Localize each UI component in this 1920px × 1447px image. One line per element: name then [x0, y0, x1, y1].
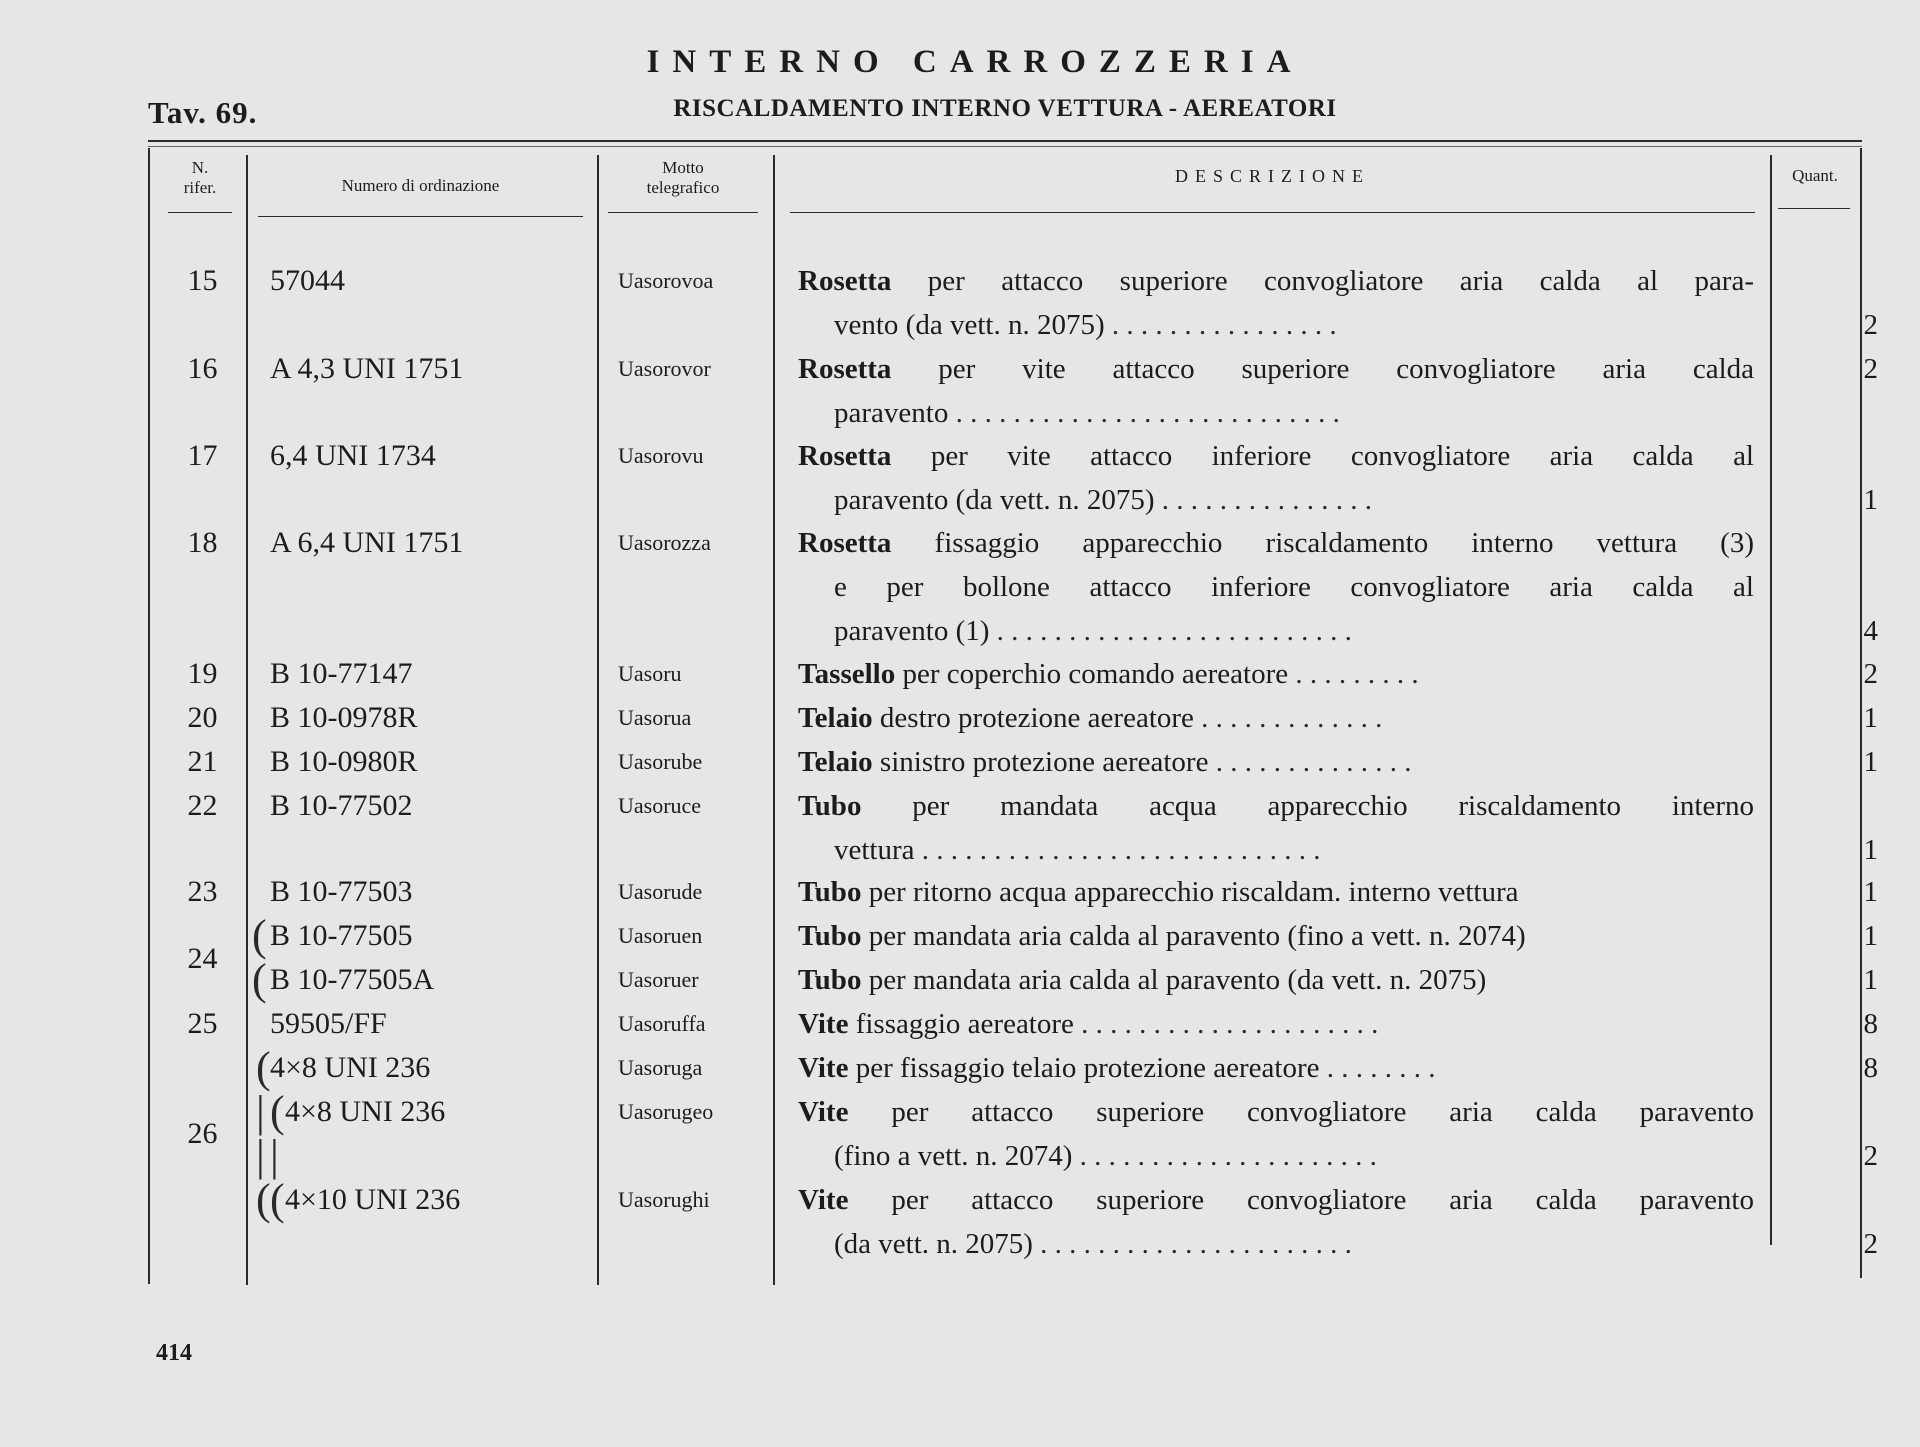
description-line	[798, 303, 1754, 347]
part-name: Tubo	[798, 876, 862, 908]
row-number: 19	[187, 657, 218, 690]
part-name: Tubo	[798, 964, 862, 996]
description-line	[798, 1222, 1754, 1266]
row-number: 16	[187, 352, 218, 385]
description-text: per mandata aria calda al paravento (fino a vett. n. 2074)	[861, 920, 1526, 952]
description-text: per vite attacco superiore convogliatore aria calda	[891, 353, 1754, 385]
telegraphic-code: Uasoruer	[618, 967, 699, 992]
column-rule-desc	[1770, 155, 1772, 1245]
leader-dots: . . . . . . . . .	[1295, 658, 1419, 690]
description	[798, 1090, 1754, 1178]
description-text: paravento (da vett. n. 2075)	[834, 484, 1155, 516]
description-text: per fissaggio telaio protezione aereatore	[848, 1052, 1320, 1084]
telegraphic-code: Uasorovoa	[618, 268, 714, 293]
telegraphic-code: Uasorozza	[618, 530, 711, 555]
part-name: Tassello	[798, 658, 896, 690]
description-text: fissaggio aereatore	[848, 1008, 1074, 1040]
description-line	[798, 870, 1754, 914]
order-number: B 10-77502	[270, 789, 413, 822]
quantity: 2	[1863, 1140, 1878, 1172]
part-name: Rosetta	[798, 440, 892, 472]
part-name: Tubo	[798, 920, 862, 952]
description-line	[798, 914, 1754, 958]
telegraphic-code: Uasorube	[618, 749, 703, 774]
part-name: Telaio	[798, 702, 873, 734]
row-number-group: 26	[187, 1117, 218, 1150]
telegraphic-code: Uasorovor	[618, 356, 711, 381]
quantity: 4	[1863, 615, 1878, 647]
description-line	[798, 478, 1754, 522]
part-name: Vite	[798, 1008, 849, 1040]
header-underline-num	[168, 212, 232, 213]
column-rule-motto	[773, 155, 775, 1285]
row-number: 17	[187, 439, 218, 472]
leader-dots: . . . . . . . .	[1326, 1052, 1436, 1084]
telegraphic-code: Uasorughi	[618, 1187, 710, 1212]
column-header-quant: Quant.	[1792, 166, 1838, 185]
column-rule-ord	[597, 155, 599, 1285]
description-text: per coperchio comando aereatore	[895, 658, 1289, 690]
description-line	[798, 1002, 1754, 1046]
description-line	[798, 1046, 1754, 1090]
description-text: destro protezione aereatore	[872, 702, 1194, 734]
description-text: (da vett. n. 2075)	[834, 1228, 1033, 1260]
group-brace: |	[256, 1131, 265, 1180]
telegraphic-code: Uasorugeo	[618, 1099, 714, 1124]
description	[798, 696, 1754, 740]
description	[798, 958, 1754, 1002]
description-line	[798, 391, 1754, 435]
description-line	[798, 828, 1754, 872]
leader-dots: . . . . . . . . . . . . . . .	[1161, 484, 1373, 516]
description-text: per attacco superiore convogliatore aria calda paravento	[848, 1184, 1754, 1216]
column-header-motto-line1: Motto	[662, 158, 704, 177]
part-name: Tubo	[798, 790, 862, 822]
description	[798, 870, 1754, 914]
quantity: 2	[1863, 353, 1878, 385]
description-line	[798, 740, 1754, 784]
description-text: paravento (1)	[834, 615, 990, 647]
sub-brace: (	[270, 1175, 285, 1224]
order-number: B 10-77503	[270, 875, 413, 908]
description-line	[798, 521, 1754, 565]
table-number: Tav. 69.	[148, 95, 258, 130]
header-underline-motto	[608, 212, 758, 213]
leader-dots: . . . . . . . . . . . . . . . . . . . . . . . . . . .	[955, 397, 1340, 429]
order-number: B 10-77147	[270, 657, 413, 690]
leader-dots: . . . . . . . . . . . . .	[1201, 702, 1383, 734]
quantity: 1	[1863, 702, 1878, 734]
order-number: 57044	[270, 264, 345, 297]
description-text: per mandata acqua apparecchio riscaldamento interno	[861, 790, 1754, 822]
order-number: 6,4 UNI 1734	[270, 439, 436, 472]
group-brace: (	[252, 911, 267, 960]
order-number: 4×10 UNI 236	[285, 1183, 461, 1216]
part-name: Rosetta	[798, 265, 892, 297]
description-line	[798, 784, 1754, 828]
part-name: Vite	[798, 1052, 849, 1084]
description-text: vento (da vett. n. 2075)	[834, 309, 1105, 341]
quantity: 8	[1863, 1008, 1878, 1040]
order-number: A 6,4 UNI 1751	[270, 526, 464, 559]
top-rule-thin	[148, 146, 1862, 147]
telegraphic-code: Uasorovu	[618, 443, 704, 468]
leader-dots: . . . . . . . . . . . . . . . . . . . . . . . . . . . .	[921, 834, 1321, 866]
quantity: 2	[1863, 658, 1878, 690]
quantity: 1	[1863, 484, 1878, 516]
description-line	[798, 565, 1754, 609]
column-header-num-line2: rifer.	[183, 178, 217, 197]
description-text: sinistro protezione aereatore	[872, 746, 1209, 778]
description-text: fissaggio apparecchio riscaldamento interno vettura (3)	[891, 527, 1754, 559]
quantity: 8	[1863, 1052, 1878, 1084]
telegraphic-code: Uasoruen	[618, 923, 703, 948]
telegraphic-code: Uasorude	[618, 879, 703, 904]
leader-dots: . . . . . . . . . . . . . . . .	[1111, 309, 1337, 341]
telegraphic-code: Uasoru	[618, 661, 682, 686]
order-number: A 4,3 UNI 1751	[270, 352, 464, 385]
leader-dots: . . . . . . . . . . . . . . . . . . . . .	[1081, 1008, 1379, 1040]
order-number: 4×8 UNI 236	[270, 1051, 431, 1084]
header-underline-desc	[790, 212, 1755, 213]
description	[798, 259, 1754, 347]
row-number: 21	[187, 745, 218, 778]
leader-dots: . . . . . . . . . . . . . . . . . . . . .	[1079, 1140, 1377, 1172]
description	[798, 740, 1754, 784]
description-text: (fino a vett. n. 2074)	[834, 1140, 1073, 1172]
description	[798, 347, 1754, 435]
description	[798, 521, 1754, 653]
sub-brace: (	[270, 1087, 285, 1136]
description-line	[798, 259, 1754, 303]
column-header-motto	[608, 158, 758, 198]
description	[798, 652, 1754, 696]
description	[798, 784, 1754, 872]
description	[798, 1178, 1754, 1266]
description-text: per attacco superiore convogliatore aria calda al para-	[891, 265, 1754, 297]
group-brace: |	[256, 1087, 265, 1136]
column-header-motto-line2: telegrafico	[646, 178, 720, 197]
leader-dots: . . . . . . . . . . . . . . . . . . . . . .	[1040, 1228, 1352, 1260]
part-name: Vite	[798, 1184, 849, 1216]
telegraphic-code: Uasoruce	[618, 793, 702, 818]
quantity: 2	[1863, 1228, 1878, 1260]
quantity: 1	[1863, 834, 1878, 866]
description-line	[798, 1178, 1754, 1222]
description	[798, 1002, 1754, 1046]
row-number: 25	[187, 1007, 218, 1040]
page-title: INTERNO CARROZZERIA	[646, 44, 1304, 80]
row-number: 20	[187, 701, 218, 734]
description	[798, 1046, 1754, 1090]
order-number: 59505/FF	[270, 1007, 387, 1040]
quantity: 1	[1863, 746, 1878, 778]
order-number: B 10-77505	[270, 919, 413, 952]
group-brace: (	[252, 955, 267, 1004]
description-line	[798, 609, 1754, 653]
header-underline-quant	[1778, 208, 1850, 209]
top-rule	[148, 140, 1862, 142]
part-name: Rosetta	[798, 353, 892, 385]
order-number: B 10-77505A	[270, 963, 435, 996]
description-text: vettura	[834, 834, 915, 866]
column-header-descrizione: DESCRIZIONE	[1175, 166, 1370, 186]
description-text: per attacco superiore convogliatore aria calda paravento	[848, 1096, 1754, 1128]
quantity: 1	[1863, 920, 1878, 952]
description-line	[798, 1090, 1754, 1134]
quantity: 2	[1863, 309, 1878, 341]
description-line	[798, 652, 1754, 696]
header-underline-ord	[258, 216, 583, 217]
page-subtitle: RISCALDAMENTO INTERNO VETTURA - AEREATORI	[673, 95, 1337, 122]
page-number: 414	[156, 1340, 192, 1366]
description-line	[798, 1134, 1754, 1178]
description-text: paravento	[834, 397, 949, 429]
row-number-group: 24	[187, 942, 218, 975]
description-text: per mandata aria calda al paravento (da vett. n. 2075)	[861, 964, 1487, 996]
description-text: per ritorno acqua apparecchio riscaldam. interno vettura	[861, 876, 1519, 908]
leader-dots: . . . . . . . . . . . . . .	[1215, 746, 1412, 778]
telegraphic-code: Uasoruffa	[618, 1011, 706, 1036]
quantity: 1	[1863, 964, 1878, 996]
telegraphic-code: Uasorua	[618, 705, 692, 730]
row-number: 15	[187, 264, 218, 297]
sub-brace: |	[270, 1131, 279, 1180]
description	[798, 434, 1754, 522]
part-name: Telaio	[798, 746, 873, 778]
order-number: 4×8 UNI 236	[285, 1095, 446, 1128]
leader-dots: . . . . . . . . . . . . . . . . . . . . . . . . .	[996, 615, 1352, 647]
quantity: 1	[1863, 876, 1878, 908]
column-header-num-line1: N.	[191, 158, 209, 177]
order-number: B 10-0978R	[270, 701, 418, 734]
column-header-num	[160, 158, 240, 198]
telegraphic-code: Uasoruga	[618, 1055, 703, 1080]
description-line	[798, 958, 1754, 1002]
row-number: 23	[187, 875, 218, 908]
description-text: per vite attacco inferiore convogliatore aria calda al	[891, 440, 1754, 472]
description-line	[798, 696, 1754, 740]
column-header-ordinazione: Numero di ordinazione	[341, 176, 500, 195]
part-name: Rosetta	[798, 527, 892, 559]
description	[798, 914, 1754, 958]
group-brace: (	[256, 1175, 271, 1224]
description-line	[798, 434, 1754, 478]
part-name: Vite	[798, 1096, 849, 1128]
group-brace: (	[256, 1043, 271, 1092]
description-text: e per bollone attacco inferiore convogliatore aria calda al	[834, 571, 1754, 603]
row-number: 18	[187, 526, 218, 559]
order-number: B 10-0980R	[270, 745, 418, 778]
row-number: 22	[187, 789, 218, 822]
description-line	[798, 347, 1754, 391]
